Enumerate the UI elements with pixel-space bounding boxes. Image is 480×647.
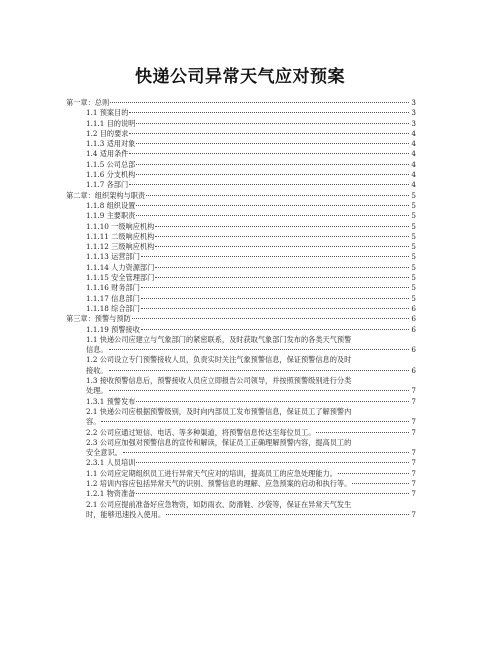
toc-page-number: 4: [411, 139, 416, 149]
toc-entry-label: 第二章：组织架构与职责: [66, 190, 146, 200]
toc-entry-label: 1.1.5 公司总部: [86, 159, 136, 169]
toc-page-number: 7: [411, 386, 416, 396]
toc-page-number: 3: [411, 98, 416, 107]
toc-entry-label: 1.1.7 各部门: [86, 180, 129, 190]
toc-dot-leader: [155, 267, 409, 268]
toc-page-number: 4: [411, 180, 416, 190]
toc-entry[interactable]: [66, 397, 416, 407]
toc-entry-label: 1.1.11 二级响应机构: [86, 231, 155, 241]
toc-page-number: 7: [411, 478, 416, 488]
toc-entry[interactable]: [66, 180, 416, 190]
toc-dot-leader: [129, 153, 409, 154]
toc-entry[interactable]: [66, 335, 416, 356]
toc-dot-leader: [136, 401, 409, 402]
toc-dot-leader: [141, 287, 409, 288]
toc-page-number: 5: [411, 242, 416, 252]
toc-page-number: 5: [411, 293, 416, 303]
toc-dot-leader: [146, 195, 409, 196]
toc-page-number: 7: [411, 448, 416, 458]
toc-dot-leader: [136, 174, 409, 175]
toc-entry-text-line1: 2.1 快递公司应根据预警级别，及时向内部员工发布预警信息，保证员工了解预警内: [86, 406, 352, 416]
toc-entry-label: 第一章：总则: [66, 98, 110, 107]
toc-entry-text-line2: [86, 366, 416, 376]
toc-page-number: 5: [411, 211, 416, 221]
toc-entry-label: 时，能够迅速投入使用。: [86, 509, 166, 519]
toc-entry[interactable]: [66, 108, 416, 118]
toc-dot-leader: [109, 349, 409, 350]
toc-page-number: 4: [411, 159, 416, 169]
toc-page-number: 7: [411, 417, 416, 427]
toc-dot-leader: [141, 308, 409, 309]
toc-entry[interactable]: [66, 119, 416, 129]
toc-dot-leader: [166, 514, 409, 515]
toc-entry[interactable]: [66, 201, 416, 211]
toc-entry-label: 处理。: [86, 386, 108, 396]
toc-dot-leader: [338, 473, 409, 474]
toc-entry[interactable]: [66, 438, 416, 459]
toc-entry-label: 2.2 公司应通过短信、电话、等多种渠道，将预警信息传达至每位员工。: [86, 427, 316, 437]
toc-entry-text-line2: [86, 386, 416, 396]
toc-entry[interactable]: [66, 222, 416, 232]
toc-page-number: 5: [411, 262, 416, 272]
toc-page-number: 7: [411, 396, 416, 406]
toc-page-number: 6: [411, 365, 416, 375]
toc-dot-leader: [155, 236, 409, 237]
toc-page-number: 5: [411, 200, 416, 210]
toc-entry[interactable]: [66, 283, 416, 293]
toc-entry-label: 1.1.17 信息部门: [86, 293, 140, 303]
toc-page-number: 7: [411, 427, 416, 437]
toc-entry-text-line1: 1.1 快递公司应建立与气象部门的紧密联系，及时获取气象部门发布的各类天气预警: [86, 334, 352, 344]
toc-entry-label: 1.1.14 人力资源部门: [86, 262, 155, 272]
toc-entry[interactable]: [66, 294, 416, 304]
toc-entry[interactable]: [66, 242, 416, 252]
toc-entry[interactable]: [66, 355, 416, 376]
toc-entry[interactable]: [66, 263, 416, 273]
toc-entry[interactable]: [66, 428, 416, 438]
toc-entry[interactable]: [66, 469, 416, 479]
toc-page-number: 6: [411, 314, 416, 324]
toc-dot-leader: [136, 123, 409, 124]
toc-entry-text-line1: 1.3 接收预警信息后，预警接收人员应立即报告公司领导，并按照预警级别进行分类: [86, 376, 352, 386]
toc-page-number: 7: [411, 509, 416, 519]
toc-page-number: 3: [411, 108, 416, 118]
toc-page-number: 5: [411, 283, 416, 293]
toc-page-number: 5: [411, 273, 416, 283]
toc-dot-leader: [129, 184, 409, 185]
toc-page-number: 5: [411, 221, 416, 231]
toc-entry-text-line1: 1.2 公司设立专门预警接收人员，负责实时关注气象预警信息，保证预警信息的及时: [86, 355, 352, 365]
toc-page-number: 4: [411, 149, 416, 159]
toc-entry-label: 2.3.1 人员培训: [86, 458, 136, 468]
toc-dot-leader: [109, 390, 409, 391]
toc-page-number: 5: [411, 231, 416, 241]
toc-entry-label: 1.1.8 组织设置: [86, 200, 136, 210]
toc-dot-leader: [101, 421, 409, 422]
toc-entry-label: 1.1.1 目的说明: [86, 118, 136, 128]
toc-entry-label: 1.3.1 预警发布: [86, 396, 136, 406]
toc-entry[interactable]: [66, 325, 416, 335]
toc-entry-label: 1.1.19 预警接收: [86, 324, 140, 334]
toc-entry-label: 1.1.15 安全管理部门: [86, 273, 155, 283]
toc-entry[interactable]: [66, 252, 416, 262]
toc-entry-text-line2: [86, 510, 416, 520]
toc-entry-label: 安全意识。: [86, 448, 122, 458]
toc-entry-label: 1.1 预案目的: [86, 108, 129, 118]
toc-entry[interactable]: [66, 139, 416, 149]
toc-entry-label: 接收。: [86, 365, 108, 375]
toc-entry[interactable]: [66, 273, 416, 283]
toc-dot-leader: [155, 246, 409, 247]
toc-entry[interactable]: [66, 407, 416, 428]
toc-dot-leader: [136, 205, 409, 206]
toc-entry[interactable]: [66, 160, 416, 170]
toc-dot-leader: [316, 432, 409, 433]
toc-dot-leader: [136, 462, 409, 463]
toc-entry[interactable]: [66, 458, 416, 468]
toc-dot-leader: [132, 318, 409, 319]
toc-entry[interactable]: [66, 314, 416, 324]
toc-entry[interactable]: [66, 149, 416, 159]
toc-entry[interactable]: [66, 304, 416, 314]
toc-dot-leader: [110, 102, 409, 103]
toc-dot-leader: [123, 452, 409, 453]
toc-entry-text-line2: [86, 417, 416, 427]
toc-page-number: 6: [411, 324, 416, 334]
toc-page-number: 7: [411, 458, 416, 468]
toc-entry[interactable]: [66, 98, 416, 108]
toc-page-number: 6: [411, 345, 416, 355]
toc-entry-label: 1.2.1 物资准备: [86, 489, 136, 499]
toc-entry-label: 1.1.13 运营部门: [86, 252, 140, 262]
toc-dot-leader: [136, 143, 409, 144]
toc-entry-label: 1.1 公司应定期组织员工进行异常天气应对的培训，提高员工的应急处理能力。: [86, 468, 337, 478]
toc-page-number: 3: [411, 118, 416, 128]
toc-entry-text-line1: 2.3 公司应加强对预警信息的宣传和解读，保证员工正确理解预警内容，提高员工的: [86, 437, 352, 447]
toc-entry-text-line1: 2.1 公司应提前准备好应急物资，如防雨衣、防滑鞋、沙袋等，保证在异常天气发生: [86, 499, 352, 509]
toc-dot-leader: [155, 226, 409, 227]
toc-entry-label: 1.1.12 三级响应机构: [86, 242, 155, 252]
toc-page-number: 4: [411, 170, 416, 180]
toc-entry[interactable]: [66, 479, 416, 489]
toc-entry-label: 信息。: [86, 345, 108, 355]
toc-entry-label: 1.1.9 主要职责: [86, 211, 136, 221]
toc-entry-label: 1.1.6 分支机构: [86, 170, 136, 180]
toc-entry-text-line2: [86, 345, 416, 355]
toc-entry[interactable]: [66, 376, 416, 397]
toc-dot-leader: [129, 112, 409, 113]
toc-page-number: 6: [411, 303, 416, 313]
toc-entry[interactable]: [66, 232, 416, 242]
toc-dot-leader: [352, 483, 409, 484]
toc-dot-leader: [141, 256, 409, 257]
toc-entry[interactable]: [66, 191, 416, 201]
toc-entry[interactable]: [66, 500, 416, 521]
toc-entry[interactable]: [66, 211, 416, 221]
toc-dot-leader: [155, 277, 409, 278]
toc-entry-label: 1.1.3 适用对象: [86, 139, 136, 149]
toc-entry-label: 容。: [86, 417, 101, 427]
table-of-contents: [66, 98, 416, 520]
toc-entry[interactable]: [66, 489, 416, 499]
toc-dot-leader: [109, 370, 409, 371]
toc-entry-label: 1.1.18 综合部门: [86, 303, 140, 313]
toc-dot-leader: [129, 133, 409, 134]
toc-entry[interactable]: [66, 129, 416, 139]
document-title: 快递公司异常天气应对预案: [135, 67, 345, 87]
toc-page-number: 7: [411, 489, 416, 499]
toc-entry[interactable]: [66, 170, 416, 180]
toc-dot-leader: [141, 298, 409, 299]
toc-page-number: 7: [411, 468, 416, 478]
toc-dot-leader: [141, 329, 409, 330]
toc-entry-label: 1.4 适用条件: [86, 149, 129, 159]
toc-page-number: 5: [411, 252, 416, 262]
toc-dot-leader: [136, 215, 409, 216]
toc-page-number: 4: [411, 128, 416, 138]
toc-dot-leader: [136, 164, 409, 165]
toc-page-number: 5: [411, 190, 416, 200]
toc-entry-label: 1.2 培训内容应包括异常天气的识别、预警信息的理解、应急预案的启动和执行等。: [86, 478, 352, 488]
toc-entry-label: 第三章：预警与预防: [66, 314, 131, 324]
toc-entry-label: 1.1.10 一级响应机构: [86, 221, 155, 231]
toc-entry-text-line2: [86, 448, 416, 458]
toc-entry-label: 1.1.16 财务部门: [86, 283, 140, 293]
toc-entry-label: 1.2 目的要求: [86, 128, 129, 138]
toc-dot-leader: [136, 493, 409, 494]
